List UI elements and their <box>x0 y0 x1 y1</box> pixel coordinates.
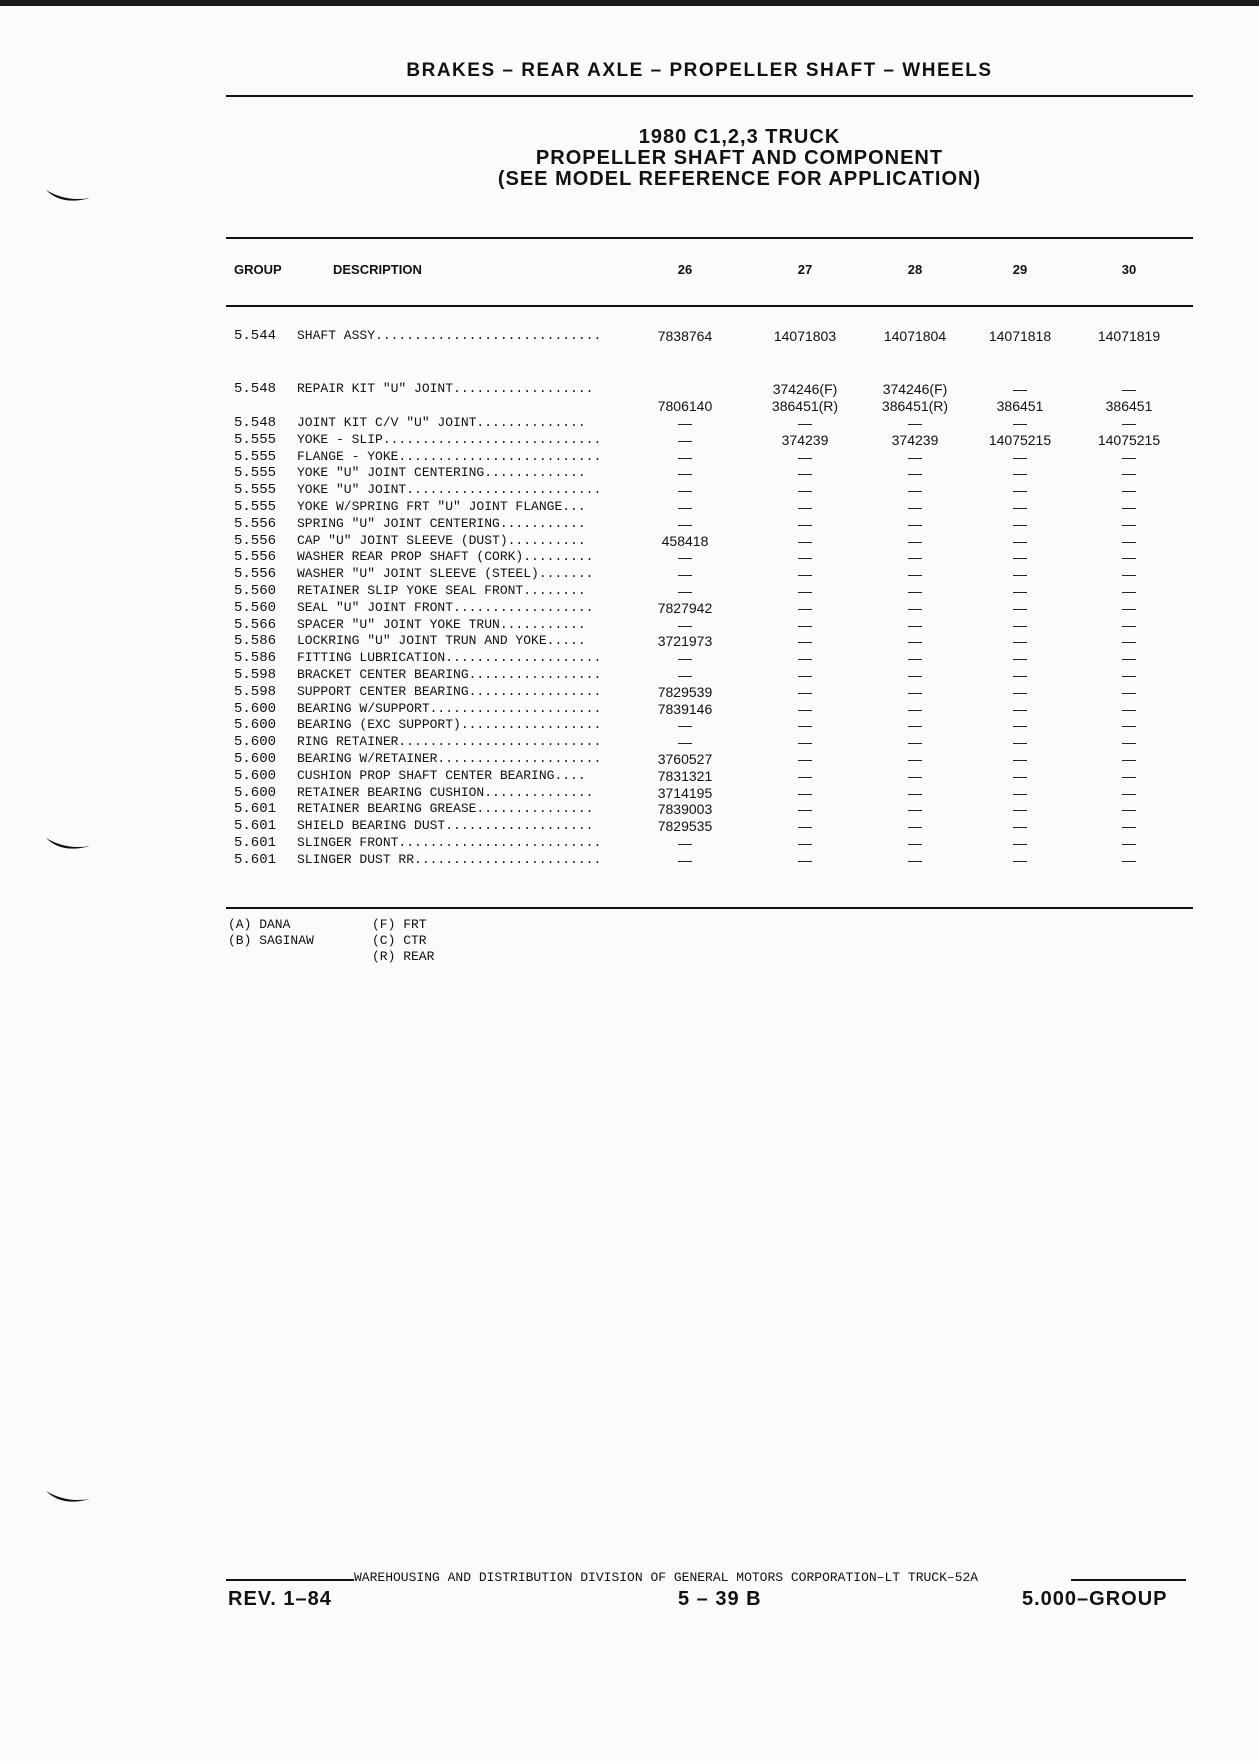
part-number-col-27: — <box>798 751 812 767</box>
part-description: BEARING W/RETAINER..................... <box>297 751 602 766</box>
part-number-col-27: — <box>798 683 812 700</box>
part-number-col-27: — <box>798 784 812 801</box>
part-number-col-26: 7831321 <box>657 767 713 784</box>
part-number-col-29: 386451 <box>996 398 1044 414</box>
part-number-col-26: 458418 <box>661 532 709 549</box>
footnote: (F) FRT <box>372 917 427 932</box>
part-number-col-26: — <box>678 415 692 431</box>
part-number-col-29: — <box>1013 851 1027 868</box>
part-number-col-28: — <box>908 734 922 751</box>
part-number-col-26: — <box>678 667 692 683</box>
footer-division-text: WAREHOUSING AND DISTRIBUTION DIVISION OF GENERAL MOTORS CORPORATION–LT TRUCK–52A <box>354 1570 979 1585</box>
part-number-col-26: — <box>678 448 692 465</box>
part-number-col-27: — <box>798 734 812 751</box>
part-number-col-27: — <box>798 835 812 851</box>
part-description: RETAINER SLIP YOKE SEAL FRONT........ <box>297 583 586 598</box>
part-description: WASHER "U" JOINT SLEEVE (STEEL)....... <box>297 566 594 582</box>
part-number-col-27: — <box>798 566 812 583</box>
footnote: (A) DANA <box>228 917 291 932</box>
part-number-col-27: — <box>798 700 812 717</box>
part-number-col-27: — <box>798 532 812 549</box>
part-number-col-26: — <box>678 835 692 851</box>
part-number-col-26: 7829535 <box>657 818 713 835</box>
table-header-rule <box>226 305 1193 307</box>
part-number-col-28: — <box>908 616 922 633</box>
table-row <box>0 801 1259 818</box>
part-number-col-29: — <box>1013 751 1027 767</box>
part-number-col-29: — <box>1013 532 1027 549</box>
part-number-col-29: — <box>1013 515 1027 532</box>
part-number-col-30: — <box>1122 482 1136 499</box>
part-number-col-28: — <box>908 751 922 767</box>
part-number-col-28: — <box>908 717 922 734</box>
group-number: 5.555 <box>234 482 277 499</box>
part-number-col-27: — <box>798 465 812 482</box>
part-number-col-28: — <box>908 499 922 515</box>
table-row <box>0 717 1259 734</box>
part-number-col-27: — <box>798 818 812 835</box>
part-description: CUSHION PROP SHAFT CENTER BEARING.... <box>297 767 586 783</box>
part-description: RETAINER BEARING GREASE............... <box>297 801 594 817</box>
part-number-col-29: 14071818 <box>988 328 1052 344</box>
part-description: SLINGER DUST RR........................ <box>297 851 602 867</box>
footnotes-left <box>228 917 314 949</box>
part-number-col-26: 3714195 <box>657 784 713 801</box>
table-row <box>0 751 1259 768</box>
footnotes-right <box>372 917 434 965</box>
table-row <box>0 499 1259 516</box>
part-number-col-30: — <box>1122 599 1136 616</box>
header-col-30: 30 <box>1121 262 1137 277</box>
part-number-col-29: — <box>1013 599 1027 616</box>
part-number-col-28: — <box>908 835 922 851</box>
table-row <box>0 381 1259 398</box>
table-row <box>0 600 1259 617</box>
part-number-col-28: — <box>908 650 922 667</box>
part-number-col-28: — <box>908 566 922 583</box>
part-number-col-29: — <box>1013 717 1027 734</box>
part-number-col-30: — <box>1122 381 1136 397</box>
table-row <box>0 768 1259 785</box>
part-number-col-28: 14071804 <box>883 328 947 344</box>
part-description: YOKE "U" JOINT CENTERING............. <box>297 465 586 481</box>
group-number: 5.600 <box>234 717 277 734</box>
group-number: 5.598 <box>234 683 277 700</box>
binder-hole-mark <box>44 1487 94 1511</box>
part-number-col-26: — <box>678 717 692 734</box>
part-number-col-30: — <box>1122 683 1136 700</box>
group-number: 5.544 <box>234 328 277 344</box>
part-number-col-26: — <box>678 734 692 751</box>
table-row <box>0 818 1259 835</box>
part-description: YOKE "U" JOINT......................... <box>297 482 602 498</box>
part-description: LOCKRING "U" JOINT TRUN AND YOKE..... <box>297 633 586 649</box>
title-line-2: PROPELLER SHAFT AND COMPONENT <box>535 147 944 169</box>
part-number-col-27: 386451(R) <box>771 398 839 414</box>
group-number: 5.600 <box>234 767 277 784</box>
part-description: BEARING (EXC SUPPORT).................. <box>297 717 602 733</box>
table-row <box>0 482 1259 499</box>
table-row <box>0 617 1259 634</box>
part-number-col-26: — <box>678 549 692 566</box>
group-number: 5.556 <box>234 515 277 532</box>
part-number-col-27: — <box>798 583 812 599</box>
part-number-col-27: — <box>798 851 812 868</box>
part-number-col-28: — <box>908 767 922 784</box>
part-number-col-26: — <box>678 465 692 482</box>
part-number-col-30: — <box>1122 448 1136 465</box>
part-number-col-29: — <box>1013 583 1027 599</box>
part-number-col-30: 14075215 <box>1097 431 1161 448</box>
part-number-col-26: — <box>678 431 692 448</box>
table-row <box>0 465 1259 482</box>
part-number-col-28: — <box>908 633 922 650</box>
part-description: SEAL "U" JOINT FRONT.................. <box>297 599 594 615</box>
group-number: 5.586 <box>234 650 277 667</box>
group-number: 5.556 <box>234 532 277 549</box>
part-number-col-29: — <box>1013 767 1027 784</box>
group-number: 5.556 <box>234 549 277 566</box>
part-description: SHAFT ASSY............................. <box>297 328 602 343</box>
part-number-col-30: — <box>1122 549 1136 566</box>
part-number-col-30: — <box>1122 616 1136 633</box>
part-number-col-30: — <box>1122 499 1136 515</box>
part-number-col-30: — <box>1122 633 1136 650</box>
title-line-1: 1980 C1,2,3 TRUCK <box>638 126 841 148</box>
part-number-col-27: — <box>798 633 812 650</box>
table-row <box>0 650 1259 667</box>
part-number-col-29: — <box>1013 801 1027 818</box>
group-number: 5.600 <box>234 734 277 751</box>
part-number-col-28: 386451(R) <box>881 398 949 414</box>
table-row <box>0 734 1259 751</box>
part-description: YOKE W/SPRING FRT "U" JOINT FLANGE... <box>297 499 586 514</box>
part-number-col-29: — <box>1013 549 1027 566</box>
part-number-col-27: — <box>798 667 812 683</box>
part-number-col-26: 7806140 <box>657 398 713 414</box>
group-number: 5.600 <box>234 751 277 767</box>
group-number: 5.601 <box>234 835 277 851</box>
group-number: 5.600 <box>234 784 277 801</box>
part-number-col-30: — <box>1122 532 1136 549</box>
part-number-col-28: — <box>908 667 922 683</box>
part-number-col-28: — <box>908 801 922 818</box>
group-number: 5.601 <box>234 801 277 818</box>
footer-division-line <box>226 1570 1186 1588</box>
header-rule <box>226 95 1193 97</box>
part-number-col-29: — <box>1013 482 1027 499</box>
footnote: (B) SAGINAW <box>228 933 314 948</box>
part-number-col-29: — <box>1013 616 1027 633</box>
part-number-col-30: — <box>1122 583 1136 599</box>
table-row <box>0 684 1259 701</box>
part-number-col-30: 386451 <box>1105 398 1153 414</box>
part-number-col-29: 14075215 <box>988 431 1052 448</box>
part-number-col-30: — <box>1122 767 1136 784</box>
part-description: JOINT KIT C/V "U" JOINT.............. <box>297 415 586 430</box>
part-number-col-27: 374239 <box>781 431 829 448</box>
table-row <box>0 667 1259 684</box>
part-number-col-28: — <box>908 818 922 835</box>
footer-rule-left <box>226 1579 354 1581</box>
group-number: 5.601 <box>234 851 277 868</box>
part-description: RING RETAINER.......................... <box>297 734 602 750</box>
part-number-col-30: — <box>1122 801 1136 818</box>
part-number-col-27: — <box>798 717 812 734</box>
part-number-col-27: — <box>798 599 812 616</box>
part-number-col-28: 374239 <box>891 431 939 448</box>
part-number-col-30: — <box>1122 650 1136 667</box>
table-row <box>0 835 1259 852</box>
part-number-col-29: — <box>1013 633 1027 650</box>
part-number-col-29: — <box>1013 650 1027 667</box>
part-number-col-30: — <box>1122 566 1136 583</box>
group-number: 5.601 <box>234 818 277 835</box>
table-row <box>0 449 1259 466</box>
part-number-col-26: — <box>678 482 692 499</box>
group-number: 5.555 <box>234 465 277 482</box>
part-number-col-26: — <box>678 515 692 532</box>
part-description: SPACER "U" JOINT YOKE TRUN........... <box>297 616 586 632</box>
table-top-rule <box>226 237 1193 239</box>
group-label: 5.000–GROUP <box>1022 1588 1168 1610</box>
table-row <box>0 566 1259 583</box>
group-number: 5.560 <box>234 583 277 599</box>
table-bottom-rule <box>226 907 1193 909</box>
revision-label: REV. 1–84 <box>228 1588 332 1610</box>
table-row <box>0 328 1259 345</box>
part-description: YOKE - SLIP............................ <box>297 431 602 447</box>
header-group: GROUP <box>234 262 282 277</box>
table-row <box>0 549 1259 566</box>
part-number-col-27: — <box>798 448 812 465</box>
part-number-col-26: 7829539 <box>657 683 713 700</box>
part-number-col-26: 7839146 <box>657 700 713 717</box>
part-number-col-26: 7827942 <box>657 599 713 616</box>
part-number-col-30: 14071819 <box>1097 328 1161 344</box>
header-col-27: 27 <box>797 262 813 277</box>
part-number-col-26: 3760527 <box>657 751 713 767</box>
footnote: (R) REAR <box>372 949 435 964</box>
group-number: 5.566 <box>234 616 277 633</box>
part-number-col-30: — <box>1122 717 1136 734</box>
title-line-3: (SEE MODEL REFERENCE FOR APPLICATION) <box>497 168 982 190</box>
part-number-col-29: — <box>1013 465 1027 482</box>
part-description: FLANGE - YOKE.......................... <box>297 448 602 464</box>
part-number-col-29: — <box>1013 835 1027 851</box>
part-number-col-27: 374246(F) <box>772 381 838 397</box>
scan-edge <box>0 0 1259 6</box>
part-number-col-27: — <box>798 650 812 667</box>
part-number-col-29: — <box>1013 667 1027 683</box>
part-number-col-28: — <box>908 482 922 499</box>
group-number: 5.548 <box>234 381 277 397</box>
part-number-col-27: — <box>798 549 812 566</box>
part-number-col-30: — <box>1122 835 1136 851</box>
part-number-col-30: — <box>1122 751 1136 767</box>
part-number-col-30: — <box>1122 700 1136 717</box>
part-number-col-28: — <box>908 532 922 549</box>
section-header-text: BRAKES – REAR AXLE – PROPELLER SHAFT – WHEELS <box>406 60 993 81</box>
part-number-col-29: — <box>1013 700 1027 717</box>
part-number-col-26: — <box>678 650 692 667</box>
header-col-26: 26 <box>677 262 693 277</box>
group-number: 5.555 <box>234 431 277 448</box>
part-number-col-27: 14071803 <box>773 328 837 344</box>
part-description: SLINGER FRONT.......................... <box>297 835 602 850</box>
page-number: 5 – 39 B <box>678 1588 762 1610</box>
part-number-col-27: — <box>798 616 812 633</box>
part-number-col-29: — <box>1013 415 1027 431</box>
part-number-col-29: — <box>1013 448 1027 465</box>
part-description: RETAINER BEARING CUSHION.............. <box>297 784 594 800</box>
group-number: 5.555 <box>234 448 277 465</box>
table-row <box>0 533 1259 550</box>
table-row <box>0 701 1259 718</box>
section-header <box>0 60 1259 82</box>
part-description: CAP "U" JOINT SLEEVE (DUST).......... <box>297 532 586 548</box>
part-number-col-29: — <box>1013 381 1027 397</box>
part-number-col-29: — <box>1013 734 1027 751</box>
part-number-col-28: — <box>908 465 922 482</box>
part-number-col-27: — <box>798 801 812 818</box>
part-number-col-29: — <box>1013 784 1027 801</box>
part-number-col-28: — <box>908 851 922 868</box>
part-number-col-26: — <box>678 499 692 515</box>
part-number-col-30: — <box>1122 667 1136 683</box>
part-number-col-26: 7839003 <box>657 801 713 818</box>
part-description: SHIELD BEARING DUST................... <box>297 818 594 834</box>
table-row <box>0 432 1259 449</box>
part-number-col-28: — <box>908 415 922 431</box>
table-row <box>0 583 1259 600</box>
table-row <box>0 633 1259 650</box>
group-number: 5.556 <box>234 566 277 583</box>
group-number: 5.598 <box>234 667 277 683</box>
table-row <box>0 516 1259 533</box>
page-title <box>0 127 1259 190</box>
part-description: BEARING W/SUPPORT...................... <box>297 700 602 716</box>
group-number: 5.560 <box>234 599 277 616</box>
part-number-col-30: — <box>1122 515 1136 532</box>
part-number-col-26: 7838764 <box>657 328 713 344</box>
part-number-col-28: — <box>908 549 922 566</box>
part-number-col-26: 3721973 <box>657 633 713 650</box>
part-number-col-27: — <box>798 515 812 532</box>
part-number-col-27: — <box>798 767 812 784</box>
part-number-col-28: — <box>908 683 922 700</box>
table-row <box>0 785 1259 802</box>
part-number-col-27: — <box>798 415 812 431</box>
part-number-col-28: — <box>908 583 922 599</box>
table-row <box>0 415 1259 432</box>
part-number-col-27: — <box>798 499 812 515</box>
header-description: DESCRIPTION <box>333 262 422 277</box>
group-number: 5.586 <box>234 633 277 650</box>
header-col-28: 28 <box>907 262 923 277</box>
part-number-col-26: — <box>678 616 692 633</box>
part-number-col-30: — <box>1122 734 1136 751</box>
part-number-col-28: — <box>908 515 922 532</box>
footer-rule-right <box>1071 1579 1186 1581</box>
part-description: SUPPORT CENTER BEARING................. <box>297 683 602 699</box>
group-number: 5.548 <box>234 415 277 431</box>
part-description: SPRING "U" JOINT CENTERING........... <box>297 515 586 531</box>
part-number-col-26: — <box>678 851 692 868</box>
header-col-29: 29 <box>1012 262 1028 277</box>
table-header <box>0 262 1259 284</box>
table-row <box>0 852 1259 869</box>
group-number: 5.555 <box>234 499 277 515</box>
footnote: (C) CTR <box>372 933 427 948</box>
part-description: BRACKET CENTER BEARING................. <box>297 667 602 682</box>
part-number-col-30: — <box>1122 465 1136 482</box>
part-number-col-26: — <box>678 566 692 583</box>
part-number-col-29: — <box>1013 566 1027 583</box>
part-number-col-30: — <box>1122 818 1136 835</box>
part-description: FITTING LUBRICATION.................... <box>297 650 602 666</box>
part-number-col-30: — <box>1122 415 1136 431</box>
part-number-col-28: — <box>908 599 922 616</box>
part-number-col-28: — <box>908 784 922 801</box>
part-number-col-28: 374246(F) <box>882 381 948 397</box>
part-number-col-28: — <box>908 700 922 717</box>
part-number-col-29: — <box>1013 683 1027 700</box>
part-description: REPAIR KIT "U" JOINT.................. <box>297 381 594 396</box>
part-description: WASHER REAR PROP SHAFT (CORK)......... <box>297 549 594 565</box>
part-number-col-30: — <box>1122 784 1136 801</box>
part-number-col-30: — <box>1122 851 1136 868</box>
group-number: 5.600 <box>234 700 277 717</box>
table-row <box>0 398 1259 415</box>
part-number-col-27: — <box>798 482 812 499</box>
part-number-col-28: — <box>908 448 922 465</box>
part-number-col-26: — <box>678 583 692 599</box>
part-number-col-29: — <box>1013 818 1027 835</box>
part-number-col-29: — <box>1013 499 1027 515</box>
